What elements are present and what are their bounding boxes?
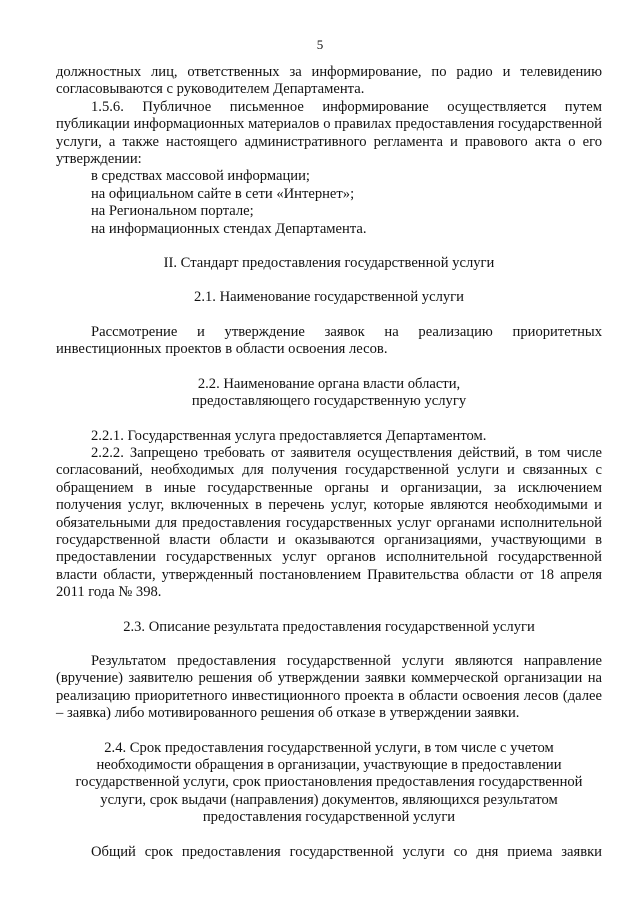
section-heading: предоставления государственной услуги: [202, 809, 456, 826]
section-heading: 2.2. Наименование органа власти области,: [197, 375, 461, 392]
section-heading: государственной услуги, срок приостановления предоставления государственной: [75, 774, 583, 791]
paragraph: Результатом предоставления государственной услуги являются направление (вручение) заявителю решения об утверждении заявки коммерческой организации на реализацию приоритетного инвестиционного проекта в области освоения лесов (далее – заявка) либо мотивированного решения об отказе в утверждении заявки.: [56, 652, 602, 722]
spacer: [56, 411, 602, 428]
paragraph: 2.2.2. Запрещено требовать от заявителя осуществления действий, в том числе согласований, необходимых для получения государственной услуги и связанных с обращением в иные государственные органы и организации, за исключением получения услуг, включенных в перечень услуг, которые являются необходимыми и обязательными для предоставления государственных услуг органами исполнительной государственной власти области и оказываются организациями, участвующими в предоставлении государственных услуг органов исполнительной государственной власти области, утвержденный постановлением Правительства области от 18 апреля 2011 года № 398.: [56, 444, 602, 601]
document-body: [56, 64, 602, 861]
section-heading: 2.1. Наименование государственной услуги: [194, 289, 464, 306]
section-heading: II. Стандарт предоставления государственной услуги: [163, 255, 495, 272]
list-item: в средствах массовой информации;: [91, 168, 310, 185]
paragraph: 1.5.6. Публичное письменное информирование осуществляется путем публикации информационных материалов о правилах предоставления государственной услуги, а также настоящего административного регламента и правового акта о его утверждении:: [56, 98, 602, 168]
spacer: [56, 636, 602, 653]
spacer: [56, 272, 602, 289]
section-heading: предоставляющего государственную услугу: [191, 393, 467, 410]
spacer: [56, 827, 602, 844]
paragraph: Общий срок предоставления государственной услуги со дня приема заявки: [91, 843, 602, 860]
list-item: на официальном сайте в сети «Интернет»;: [91, 185, 355, 202]
spacer: [56, 359, 602, 376]
section-heading: 2.3. Описание результата предоставления государственной услуги: [123, 618, 535, 635]
page-number: 5: [316, 37, 324, 52]
spacer: [56, 602, 602, 619]
list-item: на Региональном портале;: [91, 203, 254, 220]
section-heading: необходимости обращения в организации, участвующие в предоставлении: [96, 757, 562, 773]
section-heading: услуги, срок выдачи (направления) документов, являющихся результатом: [100, 791, 558, 808]
spacer: [56, 723, 602, 740]
spacer: [56, 307, 602, 324]
paragraph: Рассмотрение и утверждение заявок на реализацию приоритетных инвестиционных проектов в области освоения лесов.: [56, 323, 602, 358]
paragraph: должностных лиц, ответственных за информирование, по радио и телевидению согласовываются с руководителем Департамента.: [56, 64, 602, 98]
list-item: на информационных стендах Департамента.: [91, 220, 367, 237]
paragraph: 2.2.1. Государственная услуга предоставляется Департаментом.: [91, 427, 487, 444]
section-heading: 2.4. Срок предоставления государственной услуги, в том числе с учетом: [104, 739, 554, 756]
spacer: [56, 238, 602, 255]
